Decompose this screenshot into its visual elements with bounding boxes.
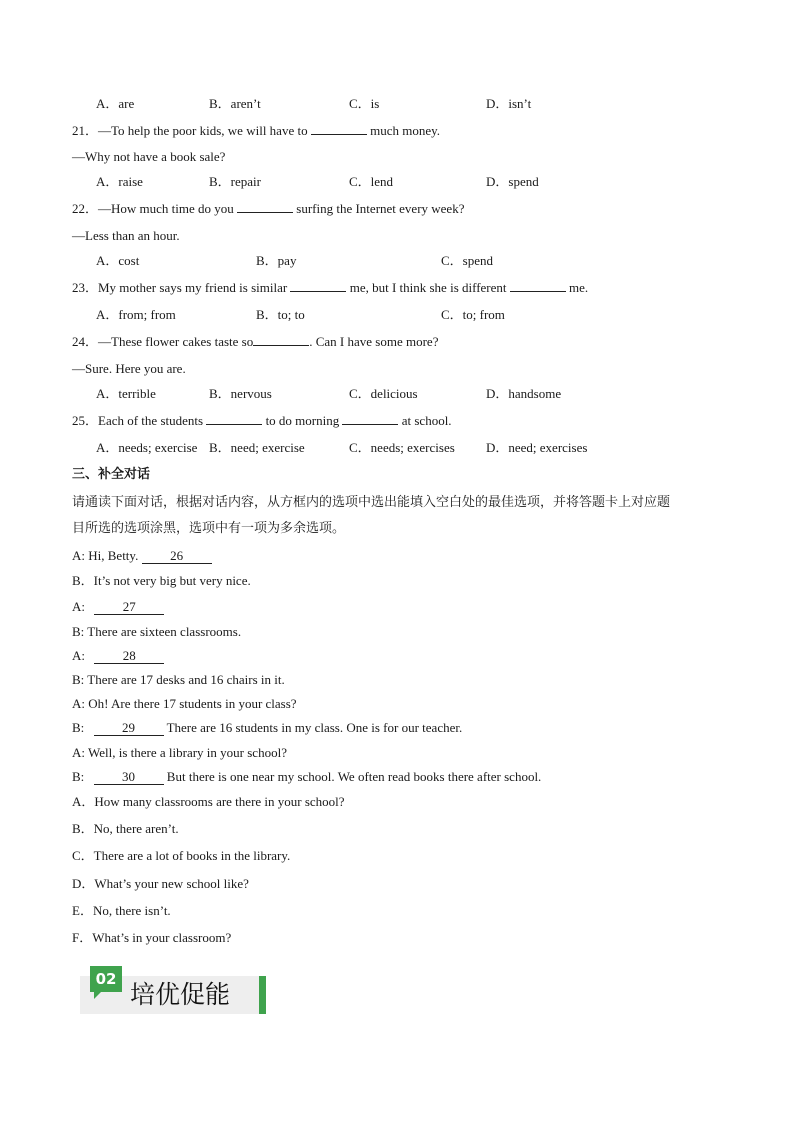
q23-option-a: A．from; from (96, 307, 176, 322)
q23-option-b: B．to; to (256, 307, 305, 322)
dialogue-continuation: There are 16 students in my class. One is for our teacher. (166, 720, 463, 735)
dialogue-line (72, 719, 462, 737)
q24-stem (72, 333, 438, 351)
q22-option-a: A．cost (96, 253, 140, 268)
q22-option-c: C．spend (441, 253, 494, 268)
dialogue-speaker-text: A: (72, 599, 85, 614)
section-banner (80, 970, 266, 1014)
q22-stem-b: surfing the Internet every week? (296, 201, 465, 216)
q25-option-a: A．needs; exercise (96, 440, 198, 455)
dialogue-line: B: There are sixteen classrooms. (72, 624, 242, 639)
q24-stem-a: 24．—These flower cakes taste so (72, 334, 254, 349)
section-instruction-2: 目所选的选项涂黑，选项中有一项为多余选项。 (72, 521, 346, 536)
dialogue-speaker-text: A: Hi, Betty. (72, 548, 139, 563)
dialogue-line: B．It’s not very big but very nice. (72, 573, 251, 588)
choice-c: C．There are a lot of books in the library. (72, 848, 291, 863)
q25-stem (72, 412, 452, 430)
q23-option-c: C．to; from (441, 307, 505, 322)
q25-stem-b: to do morning (265, 413, 340, 428)
q24-option-d: D．handsome (486, 386, 562, 401)
banner-accent-bar (259, 976, 266, 1014)
dialogue-line: A: Well, is there a library in your school? (72, 745, 287, 760)
dialogue-blank: 28 (94, 648, 164, 664)
q21-option-c: C．lend (349, 174, 394, 189)
q21-stem-a: 21．—To help the poor kids, we will have to (72, 123, 308, 138)
dialogue-line (72, 547, 212, 565)
dialogue-blank: 30 (94, 769, 164, 785)
dialogue-line (72, 768, 541, 786)
choice-f: F．What’s in your classroom? (72, 930, 232, 945)
q20-option-a: A．are (96, 96, 135, 111)
dialogue-line (72, 647, 164, 665)
q21-blank (311, 122, 367, 135)
q25-blank-2 (342, 412, 398, 425)
q21-option-d: D．spend (486, 174, 539, 189)
q20-option-c: C．is (349, 96, 380, 111)
q22-blank (237, 200, 293, 213)
dialogue-speaker-text: B: (72, 720, 85, 735)
dialogue-blank: 26 (142, 548, 212, 564)
q20-option-d: D．isn’t (486, 96, 532, 111)
q25-stem-a: 25．Each of the students (72, 413, 204, 428)
q21-stem-b: much money. (370, 123, 441, 138)
q21-option-b: B．repair (209, 174, 261, 189)
q25-option-d: D．need; exercises (486, 440, 588, 455)
q24-stem-b: . Can I have some more? (309, 334, 439, 349)
banner-title: 培优促能 (130, 980, 231, 1009)
q23-blank-1 (290, 279, 346, 292)
dialogue-speaker-text: B: (72, 769, 85, 784)
banner-number-badge: 02 (90, 966, 122, 992)
q23-blank-2 (510, 279, 566, 292)
q24-option-a: A．terrible (96, 386, 156, 401)
dialogue-line (72, 598, 164, 616)
section-title: 三、补全对话 (72, 467, 151, 482)
q22-stem (72, 200, 464, 218)
q23-stem-a: 23．My mother says my friend is similar (72, 280, 288, 295)
choice-e: E．No, there isn’t. (72, 903, 171, 918)
q21-option-a: A．raise (96, 174, 143, 189)
q25-blank-1 (206, 412, 262, 425)
dialogue-speaker-text: A: (72, 648, 85, 663)
dialogue-blank: 29 (94, 720, 164, 736)
choice-b: B．No, there aren’t. (72, 821, 179, 836)
dialogue-blank: 27 (94, 599, 164, 615)
q23-stem-b: me, but I think she is different (349, 280, 507, 295)
dialogue-line: B: There are 17 desks and 16 chairs in it. (72, 672, 285, 687)
choice-a: A．How many classrooms are there in your school? (72, 794, 345, 809)
dialogue-line: A: Oh! Are there 17 students in your class? (72, 696, 297, 711)
q24-blank (253, 333, 309, 346)
q21-stem (72, 122, 440, 140)
q24-option-b: B．nervous (209, 386, 272, 401)
q22-reply: —Less than an hour. (72, 228, 180, 243)
dialogue-continuation: But there is one near my school. We often read books there after school. (166, 769, 542, 784)
q21-reply: —Why not have a book sale? (72, 149, 226, 164)
q22-option-b: B．pay (256, 253, 297, 268)
q25-option-b: B．need; exercise (209, 440, 305, 455)
q24-option-c: C．delicious (349, 386, 418, 401)
q24-reply: —Sure. Here you are. (72, 361, 186, 376)
q20-option-b: B．aren’t (209, 96, 261, 111)
q25-stem-c: at school. (401, 413, 452, 428)
section-instruction-1: 请通读下面对话，根据对话内容，从方框内的选项中选出能填入空白处的最佳选项，并将答题卡上对应题 (72, 495, 671, 510)
choice-d: D．What’s your new school like? (72, 876, 249, 891)
q22-stem-a: 22．—How much time do you (72, 201, 234, 216)
q23-stem-c: me. (569, 280, 589, 295)
q23-stem (72, 279, 588, 297)
q25-option-c: C．needs; exercises (349, 440, 455, 455)
